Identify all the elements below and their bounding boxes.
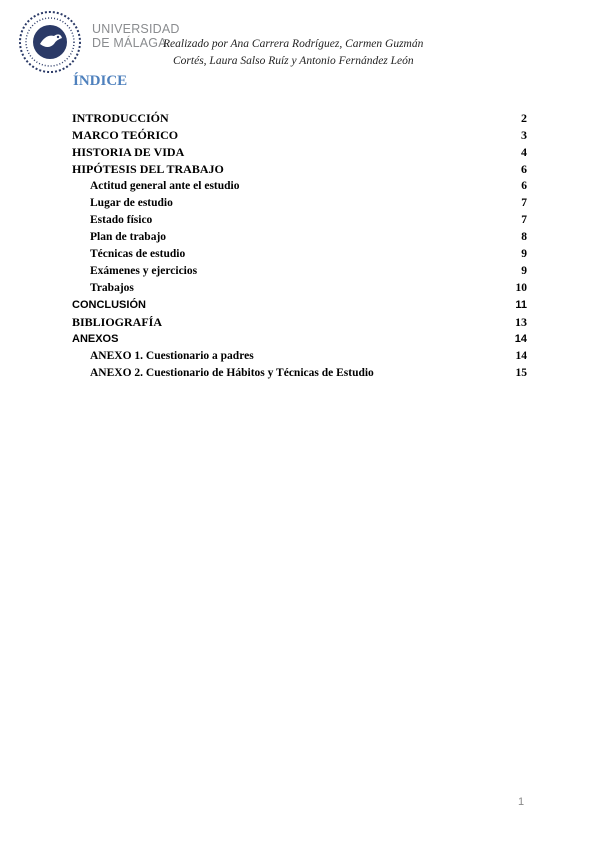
toc-entry-page: 13 — [515, 315, 527, 329]
toc-subentry[interactable] — [72, 263, 527, 280]
toc-entry-page: 7 — [521, 197, 527, 209]
toc-entry-page: 2 — [521, 111, 527, 125]
toc-subentry[interactable] — [72, 246, 527, 263]
authors-credit — [163, 36, 463, 70]
authors-line2: Cortés, Laura Salso Ruíz y Antonio Fernández León — [173, 55, 414, 67]
toc-subentry[interactable] — [72, 229, 527, 246]
toc-subentry[interactable] — [72, 212, 527, 229]
toc-entry-label: Plan de trabajo — [90, 231, 167, 243]
toc-entry-label: Lugar de estudio — [90, 197, 173, 209]
toc-entry-label: BIBLIOGRAFÍA — [72, 315, 163, 329]
toc-entry-label: MARCO TEÓRICO — [72, 128, 179, 142]
toc-entry-label: HIPÓTESIS DEL TRABAJO — [72, 162, 224, 176]
toc-entry-page: 3 — [521, 128, 527, 142]
toc-entry-page: 10 — [515, 282, 527, 294]
page-number: 1 — [518, 796, 525, 808]
toc-title: ÍNDICE — [73, 73, 128, 89]
toc-entry-label: Actitud general ante el estudio — [90, 180, 240, 192]
toc-subentry[interactable] — [72, 280, 527, 297]
toc-subentry[interactable] — [72, 348, 527, 365]
authors-line1: Realizado por Ana Carrera Rodríguez, Carmen Guzmán — [163, 38, 424, 50]
toc-subentry[interactable] — [72, 178, 527, 195]
university-logo — [18, 10, 82, 74]
toc-entry-label: Técnicas de estudio — [90, 248, 186, 260]
toc-entry-page: 9 — [521, 265, 527, 277]
toc-subentry[interactable] — [72, 365, 527, 382]
toc-subentry[interactable] — [72, 195, 527, 212]
toc-entry[interactable] — [72, 110, 527, 127]
toc-entry-label: Trabajos — [90, 282, 134, 294]
toc-entry-page: 8 — [521, 231, 527, 243]
toc-entry-page: 11 — [515, 299, 527, 311]
toc-entry-label: Estado físico — [90, 214, 153, 226]
toc-entry-page: 6 — [521, 162, 527, 176]
toc-entry[interactable] — [72, 297, 527, 314]
toc-entry-page: 14 — [515, 350, 527, 362]
toc-entry-page: 14 — [514, 333, 527, 345]
university-name-line2: DE MÁLAGA — [92, 36, 167, 50]
toc-entry-label: Exámenes y ejercicios — [90, 265, 198, 277]
toc-entry[interactable] — [72, 127, 527, 144]
toc-entry[interactable] — [72, 144, 527, 161]
toc-entry-label: ANEXOS — [72, 333, 119, 345]
toc-entry-label: ANEXO 2. Cuestionario de Hábitos y Técnicas de Estudio — [90, 367, 374, 379]
toc-entry-page: 15 — [515, 367, 527, 379]
toc-entry-page: 4 — [521, 145, 527, 159]
toc-entry-label: CONCLUSIÓN — [72, 299, 146, 311]
university-name-line1: UNIVERSIDAD — [92, 22, 180, 36]
toc-entry[interactable] — [72, 314, 527, 331]
table-of-contents — [72, 110, 527, 382]
toc-entry-label: HISTORIA DE VIDA — [72, 145, 185, 159]
toc-entry-label: ANEXO 1. Cuestionario a padres — [90, 350, 254, 362]
toc-entry-page: 6 — [521, 180, 527, 192]
toc-entry-page: 7 — [521, 214, 527, 226]
toc-entry[interactable] — [72, 331, 527, 348]
toc-entry-label: INTRODUCCIÓN — [72, 111, 169, 125]
toc-entry-page: 9 — [521, 248, 527, 260]
toc-entry[interactable] — [72, 161, 527, 178]
